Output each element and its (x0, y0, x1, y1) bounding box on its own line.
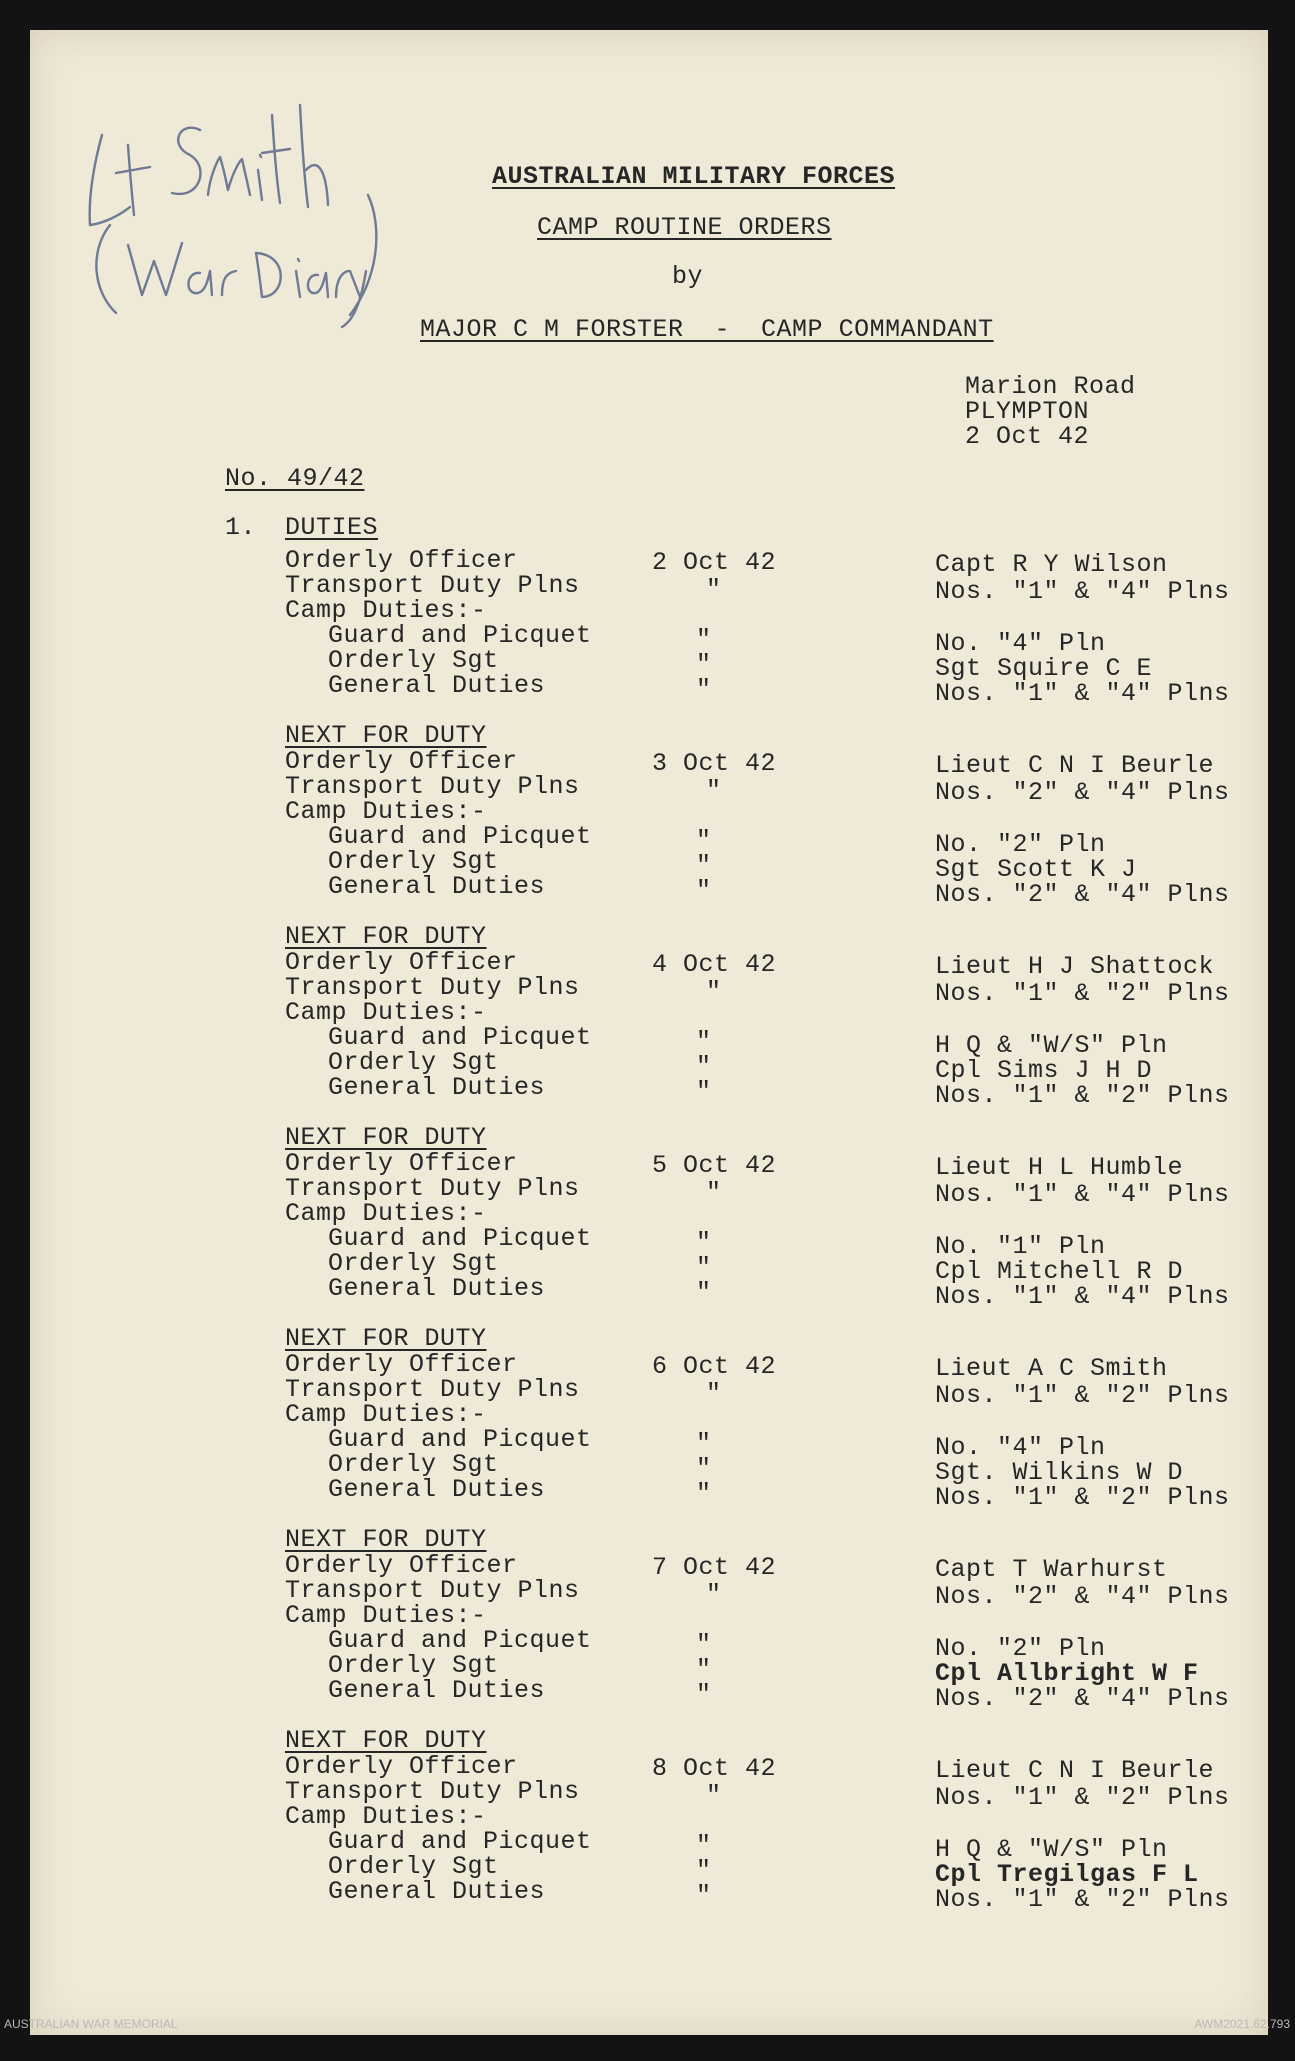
ditto-mark: " (696, 625, 712, 654)
ditto-mark: " (696, 1680, 712, 1709)
duty-assignment: Nos. "2" & "4" Plns (935, 1582, 1230, 1611)
duty-assignment: Nos. "1" & "4" Plns (935, 577, 1230, 606)
duty-label: Orderly Officer (285, 1752, 518, 1781)
duty-date: 7 Oct 42 (652, 1553, 777, 1582)
duty-assignment: Lieut A C Smith (935, 1354, 1168, 1383)
duty-label: Camp Duties:- (285, 596, 487, 625)
ditto-mark: " (706, 1781, 722, 1810)
duty-label: Orderly Officer (285, 1149, 518, 1178)
block-heading: NEXT FOR DUTY (285, 721, 487, 750)
org-heading: AUSTRALIAN MILITARY FORCES (492, 162, 896, 191)
ditto-mark: " (696, 1077, 712, 1106)
duty-assignment: Cpl Sims J H D (935, 1056, 1153, 1085)
block-heading: NEXT FOR DUTY (285, 1123, 487, 1152)
duty-assignment: Nos. "1" & "2" Plns (935, 1783, 1230, 1812)
block-heading: NEXT FOR DUTY (285, 1525, 487, 1554)
ditto-mark: " (696, 851, 712, 880)
duty-label: Camp Duties:- (285, 1802, 487, 1831)
ditto-mark: " (706, 575, 722, 604)
document-title: CAMP ROUTINE ORDERS (537, 213, 832, 242)
duty-label: Orderly Officer (285, 1551, 518, 1580)
duty-label: Guard and Picquet (328, 1023, 592, 1052)
ditto-mark: " (706, 1580, 722, 1609)
duty-assignment: No. "2" Pln (935, 1634, 1106, 1663)
duty-assignment: Nos. "1" & "2" Plns (935, 1381, 1230, 1410)
ditto-mark: " (696, 650, 712, 679)
duty-label: Guard and Picquet (328, 1626, 592, 1655)
duty-label: Guard and Picquet (328, 1827, 592, 1856)
duty-date: 5 Oct 42 (652, 1151, 777, 1180)
duty-label: Camp Duties:- (285, 797, 487, 826)
handwritten-annotation (50, 75, 380, 345)
ditto-mark: " (696, 1881, 712, 1910)
duty-assignment: Nos. "1" & "4" Plns (935, 1180, 1230, 1209)
duty-label: Orderly Sgt (328, 1048, 499, 1077)
ditto-mark: " (696, 1479, 712, 1508)
footer-right: AWM2021.62.793 (1194, 2017, 1290, 2031)
duty-label: Camp Duties:- (285, 998, 487, 1027)
duty-label: Orderly Sgt (328, 646, 499, 675)
duty-assignment: Nos. "2" & "4" Plns (935, 1684, 1230, 1713)
duty-date: 4 Oct 42 (652, 950, 777, 979)
duty-label: Guard and Picquet (328, 1425, 592, 1454)
ditto-mark: " (696, 1253, 712, 1282)
duty-label: General Duties (328, 1475, 546, 1504)
ditto-mark: " (706, 776, 722, 805)
duty-assignment: Lieut H J Shattock (935, 952, 1215, 981)
duty-label: Orderly Officer (285, 546, 518, 575)
duty-assignment: Cpl Tregilgas F L (935, 1860, 1199, 1889)
duty-label: Camp Duties:- (285, 1199, 487, 1228)
duty-assignment: Cpl Mitchell R D (935, 1257, 1184, 1286)
duty-assignment: Nos. "2" & "4" Plns (935, 778, 1230, 807)
block-heading: NEXT FOR DUTY (285, 1324, 487, 1353)
ditto-mark: " (696, 1429, 712, 1458)
by-line: by (672, 262, 704, 291)
duty-assignment: H Q & "W/S" Pln (935, 1031, 1168, 1060)
ditto-mark: " (696, 1052, 712, 1081)
duty-date: 8 Oct 42 (652, 1754, 777, 1783)
duty-label: Transport Duty Plns (285, 571, 580, 600)
duty-assignment: Nos. "1" & "2" Plns (935, 1081, 1230, 1110)
address-line-3: 2 Oct 42 (965, 422, 1090, 451)
duty-label: Transport Duty Plns (285, 1576, 580, 1605)
duty-assignment: H Q & "W/S" Pln (935, 1835, 1168, 1864)
duty-label: Orderly Officer (285, 1350, 518, 1379)
duty-label: Camp Duties:- (285, 1400, 487, 1429)
duty-assignment: Capt R Y Wilson (935, 550, 1168, 579)
address-line-1: Marion Road (965, 372, 1136, 401)
duty-label: General Duties (328, 1676, 546, 1705)
order-number: No. 49/42 (225, 464, 365, 493)
duty-label: Transport Duty Plns (285, 973, 580, 1002)
ditto-mark: " (696, 675, 712, 704)
duty-label: Orderly Sgt (328, 1249, 499, 1278)
document-page (4, 30, 1290, 2035)
duty-label: Orderly Officer (285, 948, 518, 977)
duty-label: General Duties (328, 872, 546, 901)
duty-label: General Duties (328, 1073, 546, 1102)
duty-label: Transport Duty Plns (285, 1174, 580, 1203)
section-number: 1. (225, 513, 257, 542)
duty-date: 2 Oct 42 (652, 548, 777, 577)
duty-assignment: Nos. "1" & "2" Plns (935, 1885, 1230, 1914)
ditto-mark: " (696, 1831, 712, 1860)
address-line-2: PLYMPTON (965, 397, 1090, 426)
duty-assignment: No. "4" Pln (935, 629, 1106, 658)
duty-assignment: No. "1" Pln (935, 1232, 1106, 1261)
duty-label: General Duties (328, 1877, 546, 1906)
block-heading: NEXT FOR DUTY (285, 922, 487, 951)
ditto-mark: " (696, 1278, 712, 1307)
duty-assignment: Nos. "1" & "2" Plns (935, 979, 1230, 1008)
commander-line: MAJOR C M FORSTER - CAMP COMMANDANT (420, 315, 994, 344)
duty-label: Orderly Sgt (328, 1651, 499, 1680)
ditto-mark: " (696, 1655, 712, 1684)
ditto-mark: " (706, 1178, 722, 1207)
ditto-mark: " (696, 1856, 712, 1885)
duty-label: Guard and Picquet (328, 822, 592, 851)
ditto-mark: " (696, 876, 712, 905)
duty-label: Guard and Picquet (328, 1224, 592, 1253)
duty-label: General Duties (328, 1274, 546, 1303)
duty-assignment: Capt T Warhurst (935, 1555, 1168, 1584)
duty-label: Orderly Officer (285, 747, 518, 776)
duty-date: 3 Oct 42 (652, 749, 777, 778)
duty-assignment: Nos. "1" & "4" Plns (935, 1282, 1230, 1311)
duty-date: 6 Oct 42 (652, 1352, 777, 1381)
section-title: DUTIES (285, 513, 379, 542)
ditto-mark: " (696, 1027, 712, 1056)
duty-assignment: No. "4" Pln (935, 1433, 1106, 1462)
duty-assignment: Sgt. Wilkins W D (935, 1458, 1184, 1487)
ditto-mark: " (696, 826, 712, 855)
duty-label: Transport Duty Plns (285, 772, 580, 801)
duty-assignment: Lieut C N I Beurle (935, 751, 1215, 780)
duty-label: Orderly Sgt (328, 1852, 499, 1881)
duty-label: General Duties (328, 671, 546, 700)
duty-assignment: Nos. "2" & "4" Plns (935, 880, 1230, 909)
duty-assignment: Cpl Allbright W F (935, 1659, 1199, 1688)
duty-label: Orderly Sgt (328, 1450, 499, 1479)
ditto-mark: " (706, 977, 722, 1006)
duty-assignment: Sgt Squire C E (935, 654, 1153, 683)
duty-label: Orderly Sgt (328, 847, 499, 876)
footer-left: AUSTRALIAN WAR MEMORIAL (4, 2017, 178, 2031)
duty-label: Transport Duty Plns (285, 1375, 580, 1404)
duty-assignment: Lieut C N I Beurle (935, 1756, 1215, 1785)
duty-assignment: Lieut H L Humble (935, 1153, 1184, 1182)
duty-assignment: Nos. "1" & "4" Plns (935, 679, 1230, 708)
duty-assignment: Nos. "1" & "2" Plns (935, 1483, 1230, 1512)
ditto-mark: " (696, 1454, 712, 1483)
duty-label: Guard and Picquet (328, 621, 592, 650)
duty-assignment: No. "2" Pln (935, 830, 1106, 859)
ditto-mark: " (706, 1379, 722, 1408)
ditto-mark: " (696, 1630, 712, 1659)
duty-label: Transport Duty Plns (285, 1777, 580, 1806)
duty-label: Camp Duties:- (285, 1601, 487, 1630)
ditto-mark: " (696, 1228, 712, 1257)
block-heading: NEXT FOR DUTY (285, 1726, 487, 1755)
duty-assignment: Sgt Scott K J (935, 855, 1137, 884)
